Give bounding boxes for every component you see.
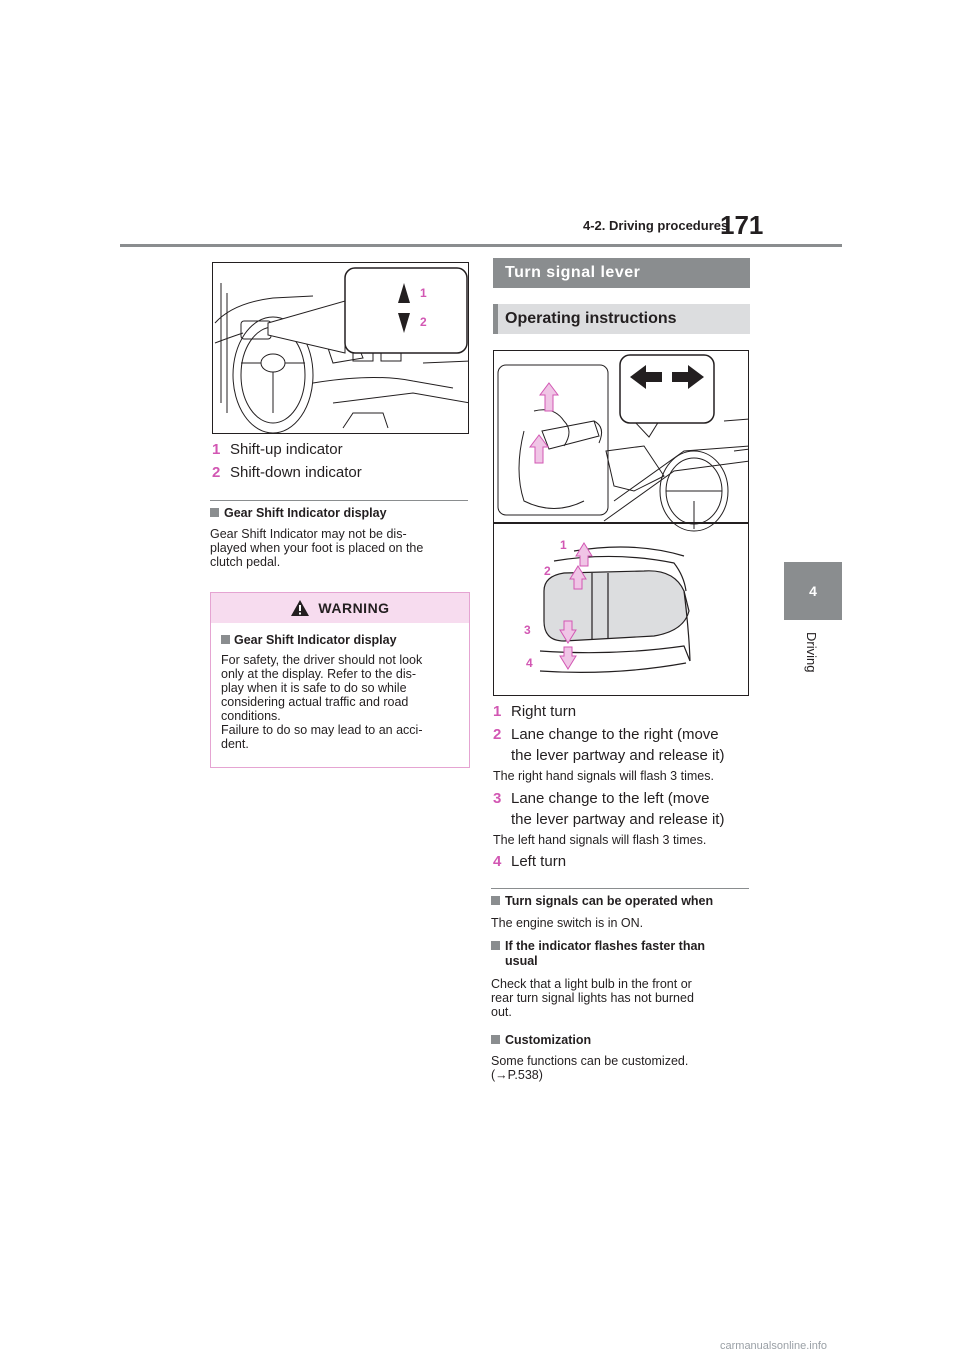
note-text: The right hand signals will flash 3 times. (493, 769, 714, 783)
dashboard-drawing (213, 263, 469, 434)
divider (491, 888, 749, 889)
warning-box (210, 592, 470, 768)
list-item (212, 439, 343, 460)
warning-header (211, 593, 469, 623)
callout-arrow-4 (560, 647, 576, 669)
gear-indicator-illustration (212, 262, 469, 434)
list-text: Left turn (511, 853, 567, 870)
list-number: 3 (493, 790, 502, 807)
warning-text: For safety, the driver should not look only at the display. Refer to the dis- play when it is safe to do so while considering actual traffic and road conditions. Failure to do so may lead to an acci- dent. (221, 653, 423, 751)
list-item (493, 851, 566, 872)
note-body: The engine switch is in ON. (491, 916, 644, 930)
list-text: the lever partway and release it) (511, 811, 725, 828)
operating-instructions-title: Operating instructions (493, 304, 750, 334)
figure-callout-2: 2 (544, 564, 551, 578)
note-body: Some functions can be customized. (→P.538) (491, 1054, 689, 1082)
note-heading: Customization (491, 1033, 591, 1048)
chapter-label: Driving (804, 632, 819, 673)
figure-callout-3: 3 (524, 623, 531, 637)
square-bullet-icon (491, 896, 500, 905)
turn-signal-drawing (494, 351, 749, 696)
section-title: 4-2. Driving procedures (583, 218, 729, 233)
header-rule (120, 244, 842, 247)
figure-callout-4: 4 (526, 656, 533, 670)
figure-callout-1: 1 (560, 538, 567, 552)
list-text: Lane change to the right (move (511, 726, 719, 743)
page-number: 171 (720, 210, 764, 240)
square-bullet-icon (221, 635, 230, 644)
list-number: 2 (493, 726, 502, 743)
square-bullet-icon (210, 508, 219, 517)
list-text: the lever partway and release it) (511, 747, 725, 764)
callout-arrow-1 (576, 543, 592, 566)
list-text: Shift-up indicator (230, 441, 343, 458)
warning-subheading: Gear Shift Indicator display (221, 633, 461, 647)
list-item (493, 788, 724, 830)
square-bullet-icon (491, 941, 500, 950)
list-number: 4 (493, 853, 502, 870)
figure-callout-2: 2 (420, 315, 427, 329)
list-number: 2 (212, 464, 221, 481)
watermark: carmanualsonline.info (720, 1340, 828, 1352)
note-heading: If the indicator flashes faster than usual (491, 939, 705, 969)
list-item (493, 701, 576, 722)
square-bullet-icon (491, 1035, 500, 1044)
list-item (493, 724, 724, 766)
note-body: Gear Shift Indicator may not be dis- played when your foot is placed on the clutch pedal. (210, 527, 424, 569)
warning-triangle-icon (290, 599, 310, 617)
list-text: Right turn (511, 703, 577, 720)
warning-title: WARNING (318, 600, 390, 616)
list-number: 1 (493, 703, 502, 720)
note-heading: Gear Shift Indicator display (210, 506, 387, 521)
chapter-tab[interactable]: 4 (784, 562, 842, 620)
turn-signal-illustration (493, 350, 749, 696)
turn-signal-title: Turn signal lever (493, 258, 750, 288)
list-item (212, 462, 362, 483)
divider (210, 500, 468, 501)
note-heading: Turn signals can be operated when (491, 894, 713, 909)
note-body: Check that a light bulb in the front or rear turn signal lights has not burned out. (491, 977, 694, 1019)
page-reference-link[interactable]: (→P.538) (491, 1068, 543, 1082)
note-text: The left hand signals will flash 3 times. (493, 833, 707, 847)
figure-callout-1: 1 (420, 286, 427, 300)
list-text: Shift-down indicator (230, 464, 362, 481)
list-number: 1 (212, 441, 221, 458)
lever-up-arrow (540, 383, 558, 411)
list-text: Lane change to the left (move (511, 790, 710, 807)
